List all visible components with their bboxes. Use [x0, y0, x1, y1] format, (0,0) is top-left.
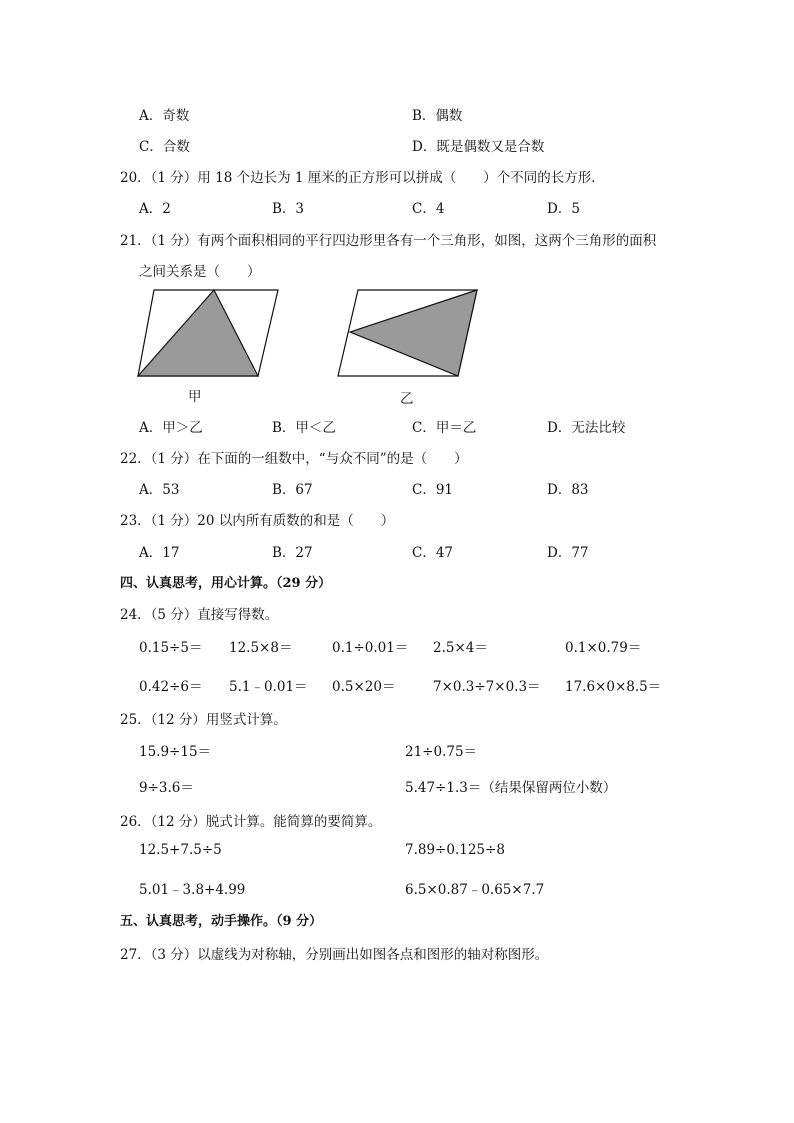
parallelogram-figures: [130, 282, 490, 382]
q23-stem: 23．（1 分）20 以内所有质数的和是（ ）: [120, 513, 395, 529]
q22-option-c: C．91: [412, 482, 454, 498]
q24-item: 0.42÷6＝: [139, 679, 203, 695]
q23-option-b: B．27: [272, 545, 313, 561]
q25-item: 9÷3.6＝: [139, 780, 194, 796]
q25-stem: 25．（12 分）用竖式计算。: [120, 712, 287, 728]
section-4-title: 四、认真思考，用心计算。（29 分）: [120, 576, 332, 591]
q23-option-a: A．17: [139, 545, 180, 561]
q24-item: 0.5×20＝: [332, 679, 396, 695]
figure-label-yi: 乙: [400, 391, 414, 407]
q23-option-c: C．47: [412, 545, 454, 561]
q26-stem: 26．（12 分）脱式计算。能简算的要简算。: [120, 814, 382, 830]
q26-item: 5.01﹣3.8+4.99: [139, 882, 246, 898]
q21-stem-line2: 之间关系是（ ）: [139, 264, 261, 280]
triangle-jia: [138, 290, 258, 376]
q22-option-b: B．67: [272, 482, 313, 498]
q24-stem: 24．（5 分）直接写得数。: [120, 607, 279, 623]
q24-item: 0.1÷0.01＝: [332, 640, 409, 656]
q20-stem: 20．（1 分）用 18 个边长为 1 厘米的正方形可以拼成（ ）个不同的长方形．: [120, 170, 605, 186]
q19-option-a: A．奇数: [139, 108, 190, 124]
q24-item: 7×0.3÷7×0.3＝: [433, 679, 541, 695]
q24-item: 17.6×0×8.5＝: [565, 679, 662, 695]
q21-option-c: C．甲＝乙: [412, 420, 477, 436]
q24-item: 12.5×8＝: [229, 640, 293, 656]
q20-option-c: C．4: [412, 201, 445, 217]
q20-option-a: A．2: [139, 201, 171, 217]
q22-option-d: D．83: [547, 482, 589, 498]
q19-option-d: D．既是偶数又是合数: [412, 139, 545, 155]
q19-option-c: C．合数: [139, 139, 190, 155]
q20-option-b: B．3: [272, 201, 305, 217]
q24-item: 2.5×4＝: [433, 640, 488, 656]
q23-option-d: D．77: [547, 545, 589, 561]
q26-item: 12.5+7.5÷5: [139, 842, 222, 858]
triangle-yi: [350, 290, 477, 376]
q26-item: 7.89÷0.125÷8: [405, 842, 505, 858]
q22-option-a: A．53: [139, 482, 180, 498]
q19-option-b: B．偶数: [412, 108, 463, 124]
q22-stem: 22．（1 分）在下面的一组数中，“与众不同”的是（ ）: [120, 451, 468, 467]
q26-item: 6.5×0.87﹣0.65×7.7: [405, 882, 545, 898]
q24-item: 5.1﹣0.01＝: [229, 679, 308, 695]
q20-option-d: D．5: [547, 201, 580, 217]
q24-item: 0.1×0.79＝: [565, 640, 642, 656]
q25-item: 21÷0.75＝: [405, 744, 478, 760]
q21-option-d: D．无法比较: [547, 420, 626, 436]
q21-option-a: A．甲＞乙: [139, 420, 203, 436]
section-5-title: 五、认真思考，动手操作。（9 分）: [120, 914, 323, 929]
q21-option-b: B．甲＜乙: [272, 420, 336, 436]
q25-item: 5.47÷1.3＝（结果保留两位小数）: [405, 780, 617, 796]
q25-item: 15.9÷15＝: [139, 744, 212, 760]
q24-item: 0.15÷5＝: [139, 640, 203, 656]
figure-label-jia: 甲: [188, 389, 202, 405]
q27-stem: 27．（3 分）以虚线为对称轴，分别画出如图各点和图形的轴对称图形。: [120, 947, 549, 963]
q21-stem-line1: 21．（1 分）有两个面积相同的平行四边形里各有一个三角形，如图，这两个三角形的面积: [120, 233, 657, 249]
